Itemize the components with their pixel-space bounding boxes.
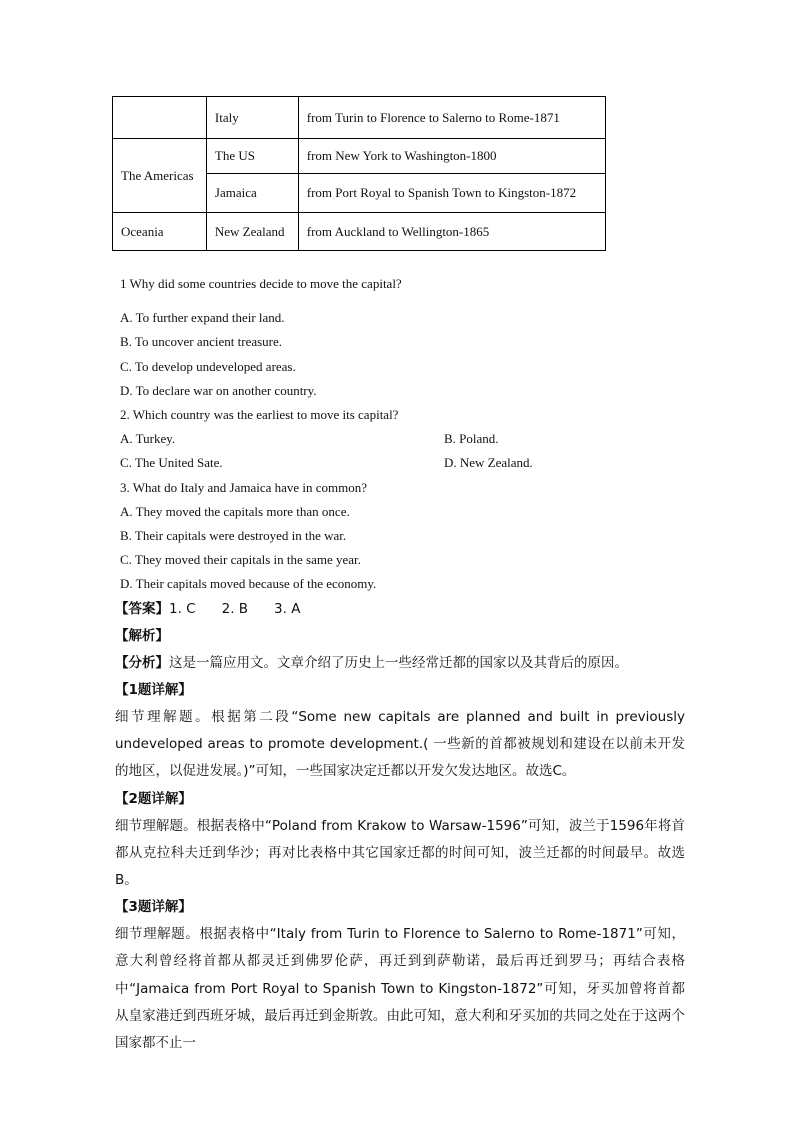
region-cell: The Americas [113,139,207,213]
answer-1: 1. C [169,601,196,617]
analysis-intro [115,650,685,677]
intro-label: 【分析】 [115,655,169,671]
question-stem: 3. What do Italy and Jamaica have in common? [120,479,368,495]
intro-text: 这是一篇应用文。文章介绍了历史上一些经常迁都的国家以及其背后的原因。 [169,655,628,671]
answer-3: 3. A [274,601,301,617]
q2-detail-title: 【2题详解】 [115,790,192,807]
option-row [120,427,680,451]
q1-detail-text: 细节理解题。根据第二段“Some new capitals are planned and built in previously undeveloped areas to promote development.( 一些新的首都被规划和建设在以前未开发的地区，以促进发展。)”可知，一些国家决定迁都以开发欠发达地区。故选C。 [115,709,685,780]
answer-label: 【答案】 [115,601,169,617]
option: C. To develop undeveloped areas. [120,358,296,374]
option: B. Their capitals were destroyed in the war. [120,527,347,543]
option: C. The United Sate. [120,455,223,471]
route-cell: from Port Royal to Spanish Town to Kingston-1872 [298,174,605,213]
option: A. They moved the capitals more than once. [120,503,350,519]
q3-detail-text: 细节理解题。根据表格中“Italy from Turin to Florence to Salerno to Rome-1871”可知，意大利曾经将首都从都灵迁到佛罗伦萨，再迁到到萨勒诺，最后再迁到罗马；再结合表格中“Jamaica from Port Royal to Spanish Town to Kingston-1872”可知，牙买加曾将首都从皇家港迁到西班牙城，最后再迁到金斯敦。由此可知，意大利和牙买加的共同之处在于这两个国家都不止一 [115,926,685,1052]
q1-detail-title: 【1题详解】 [115,682,192,698]
option-row [120,451,680,475]
answer-analysis-block [115,596,685,1057]
question-stem: 1 Why did some countries decide to move the capital? [120,276,402,291]
option: C. They moved their capitals in the same year. [120,552,361,568]
table-row [113,97,606,139]
route-cell: from New York to Washington-1800 [298,139,605,174]
questions-block [120,272,680,596]
region-cell [113,97,207,139]
route-cell: from Turin to Florence to Salerno to Rome-1871 [298,97,605,139]
route-cell: from Auckland to Wellington-1865 [298,213,605,251]
analysis-title: 【解析】 [115,628,169,644]
option: D. Their capitals moved because of the economy. [120,576,377,592]
country-cell: The US [206,139,298,174]
q2-detail-text: 细节理解题。根据表格中“Poland from Krakow to Warsaw-1596”可知，波兰于1596年将首都从克拉科夫迁到华沙；再对比表格中其它国家迁都的时间可知，波兰迁都的时间最早。故选B。 [115,817,685,889]
answer-2: 2. B [221,601,249,617]
option: A. Turkey. [120,431,176,447]
region-cell: Oceania [113,213,207,251]
country-cell: Jamaica [206,174,298,213]
q3-detail-title: 【3题详解】 [115,899,192,916]
option: A. To further expand their land. [120,310,285,326]
table-row [113,139,606,174]
country-cell: New Zealand [206,213,298,251]
country-cell: Italy [206,97,298,139]
option: B. Poland. [444,431,499,447]
table-row [113,213,606,251]
capitals-table [112,96,606,251]
option: D. New Zealand. [444,455,533,471]
option: B. To uncover ancient treasure. [120,334,283,350]
option: D. To declare war on another country. [120,382,317,398]
answer-line [115,596,685,623]
question-stem: 2. Which country was the earliest to move its capital? [120,406,399,422]
